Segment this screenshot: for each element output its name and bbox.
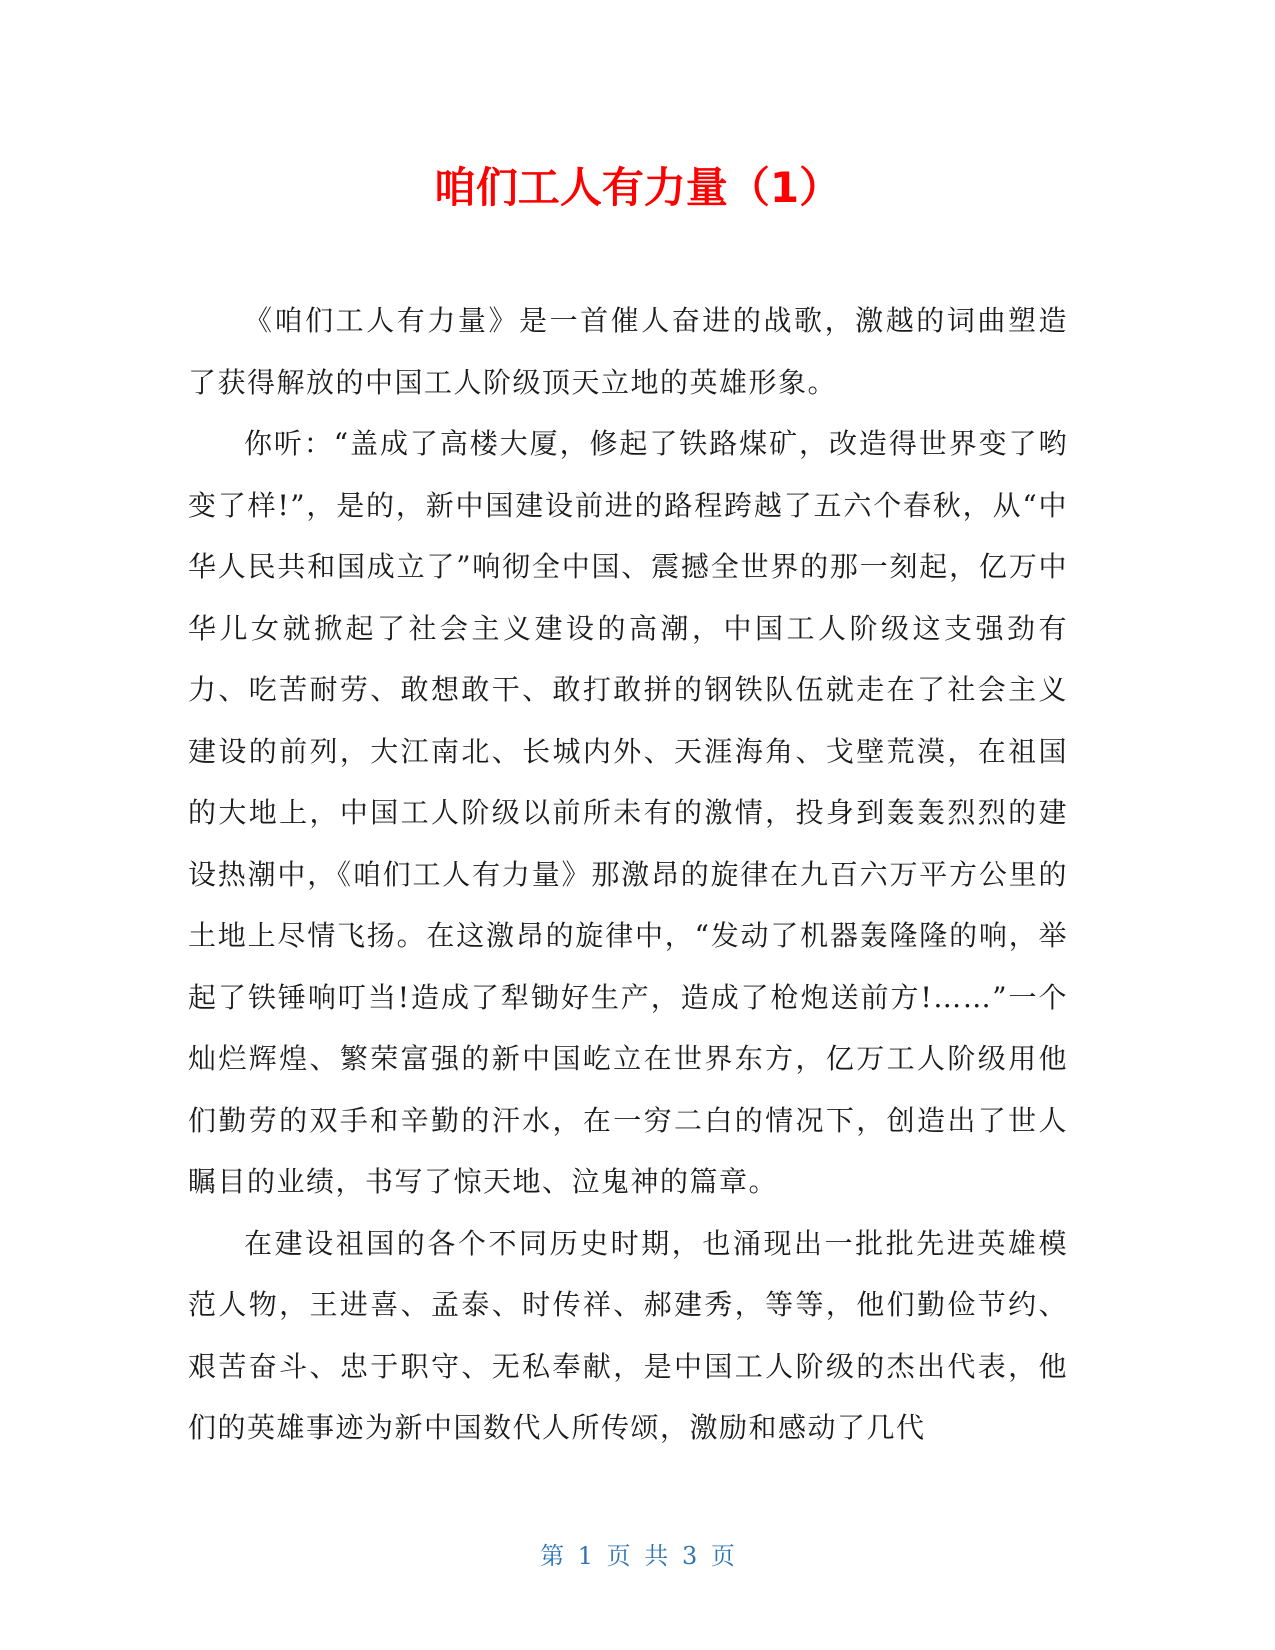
paragraph-1: 《咱们工人有力量》是一首催人奋进的战歌，激越的词曲塑造了获得解放的中国工人阶级顶天立地的英雄形象。: [188, 304, 1068, 399]
page-number-footer: 第 1 页 共 3 页: [540, 1542, 735, 1570]
document-title: 咱们工人有力量（1）: [433, 163, 842, 212]
paragraph-2: 你听：“盖成了高楼大厦，修起了铁路煤矿，改造得世界变了哟变了样!”，是的，新中国建设前进的路程跨越了五六个春秋，从“中华人民共和国成立了”响彻全中国、震撼全世界的那一刻起，亿万中华儿女就掀起了社会主义建设的高潮，中国工人阶级这支强劲有力、吃苦耐劳、敢想敢干、敢打敢拼的钢铁队伍就走在了社会主义建设的前列，大江南北、长城内外、天涯海角、戈壁荒漠，在祖国的大地上，中国工人阶级以前所未有的激情，投身到轰轰烈烈的建设热潮中，《咱们工人有力量》那激昂的旋律在九百六万平方公里的土地上尽情飞扬。在这激昂的旋律中，“发动了机器轰隆隆的响，举起了铁锤响叮当!造成了犁锄好生产，造成了枪炮送前方!……”一个灿烂辉煌、繁荣富强的新中国屹立在世界东方，亿万工人阶级用他们勤劳的双手和辛勤的汗水，在一穷二白的情况下，创造出了世人瞩目的业绩，书写了惊天地、泣鬼神的篇章。: [188, 427, 1068, 1198]
paragraph-3: 在建设祖国的各个不同历史时期，也涌现出一批批先进英雄模范人物，王进喜、孟泰、时传祥、郝建秀，等等，他们勤俭节约、艰苦奋斗、忠于职守、无私奉献，是中国工人阶级的杰出代表，他们的英雄事迹为新中国数代人所传颂，激励和感动了几代: [188, 1226, 1068, 1444]
document-body: [188, 290, 1068, 1459]
